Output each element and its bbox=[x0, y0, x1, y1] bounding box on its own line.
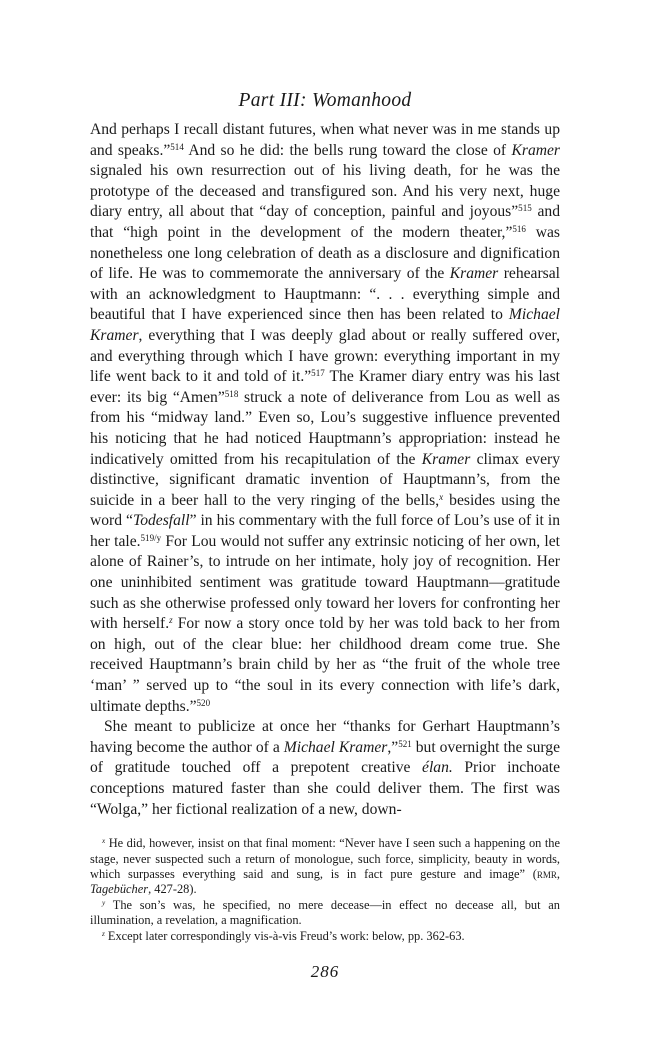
italic-text: Michael Kramer bbox=[90, 306, 560, 344]
text-run: rehearsal with an acknowledgment to Hauptmann: “. . . everything simple and beautiful that I have experienced since then has been related to bbox=[90, 265, 560, 324]
italic-text: Kramer bbox=[511, 141, 560, 159]
text-run: Except later correspondingly vis-à-vis Freud’s work: below, pp. 362-63. bbox=[104, 928, 465, 943]
note-reference: 516 bbox=[512, 224, 526, 234]
note-reference: z bbox=[102, 929, 105, 938]
text-run: and that “high point in the development of the modern theater,” bbox=[90, 203, 560, 241]
text-run: She meant to publicize at once her “thanks for Gerhart Hauptmann’s having become the author of a bbox=[90, 718, 560, 756]
text-run: For Lou would not suffer any extrinsic noticing of her own, let alone of Rainer’s, to intrude on her intimate, holy joy of recognition. Her one uninhibited sentiment was gratitude toward Hauptmann—gratitude such as she otherwise professed only toward her lovers for confronting her with herself. bbox=[90, 532, 560, 633]
footnotes bbox=[90, 836, 560, 944]
italic-text: Kramer bbox=[421, 450, 471, 468]
text-run: struck a note of deliverance from Lou as well as from his “midway land.” Even so, Lou’s suggestive influence prevented his noticing that he had noticed Hauptmann’s appropriation: instead he indicatively omitted from his recapitulation of the bbox=[90, 388, 560, 468]
text-run: The Kramer diary entry was his last ever: its big “Amen” bbox=[90, 368, 560, 406]
text-run: , everything that I was deeply glad about or really suffered over, and everything through which I have grown: everything important in my life went back to it and told of it.” bbox=[90, 326, 560, 386]
italic-text: Kramer bbox=[449, 265, 499, 283]
text-run: was nonetheless one long celebration of death as a disclosure and dignification of life. He was to commemorate the anniversary of the bbox=[90, 223, 560, 283]
italic-text: Michael Kramer bbox=[283, 738, 388, 756]
note-reference: 519/y bbox=[140, 532, 162, 543]
text-run: For now a story once told by her was told back to her from on high, out of the clear blue: her childhood dream come true. She received Hauptmann’s brain child by her as “the fruit of the whole tree ‘man’ ” served up to “the soul in its every connection with life’s dark, ultimate depths.” bbox=[90, 615, 560, 715]
small-caps-text: rmr bbox=[536, 867, 557, 881]
italic-text: élan. bbox=[422, 759, 453, 777]
footnote-x bbox=[90, 836, 560, 898]
text-run: besides using the word “ bbox=[90, 491, 560, 530]
note-reference: z bbox=[169, 615, 173, 626]
italic-text: Todesfall bbox=[132, 512, 190, 530]
note-reference: 521 bbox=[398, 738, 412, 749]
note-reference: x bbox=[102, 837, 106, 846]
note-reference: 518 bbox=[224, 388, 239, 399]
page-number: 286 bbox=[310, 962, 340, 982]
text-run: ,” bbox=[387, 738, 399, 756]
note-reference: 515 bbox=[518, 203, 532, 214]
body-paragraph-2 bbox=[90, 717, 560, 820]
text-run: climax every distinctive, significant dramatic invention of Hauptmann’s, from the suicide in a beer hall to the very ringing of the bells, bbox=[90, 450, 560, 509]
note-reference: 517 bbox=[311, 368, 325, 379]
running-head: Part III: Womanhood bbox=[238, 90, 412, 111]
note-reference: 514 bbox=[170, 141, 184, 152]
note-reference: 520 bbox=[196, 697, 211, 708]
text-run: Prior inchoate conceptions matured faster than she could deliver them. The first was “Wolga,” her fictional realization of a new, down- bbox=[90, 759, 560, 818]
note-reference: x bbox=[439, 491, 444, 502]
text-run: , bbox=[556, 867, 560, 881]
footnote-z bbox=[90, 929, 560, 944]
text-run: And perhaps I recall distant futures, when what never was in me stands up and speaks.” bbox=[90, 121, 560, 159]
text-run: but overnight the surge of gratitude touched off a prepotent creative bbox=[90, 738, 560, 777]
body-paragraph-1 bbox=[90, 120, 560, 717]
footnote-y bbox=[90, 898, 560, 929]
italic-text: Tagebücher bbox=[90, 882, 149, 897]
body-text bbox=[90, 120, 560, 820]
text-run: And so he did: the bells rung toward the close of bbox=[183, 141, 512, 159]
note-reference: y bbox=[102, 898, 106, 907]
text-run: signaled his own resurrection out of his living death, for he was the prototype of the deceased and transfigured son. And his very next, huge diary entry, all about that “day of conception, painful and joyous” bbox=[90, 162, 560, 221]
text-run: , 427-28). bbox=[148, 882, 197, 897]
text-run: The son’s was, he specified, no mere decease—in effect no decease all, but an illumination, a revelation, a magnification. bbox=[90, 897, 560, 928]
book-page bbox=[90, 88, 560, 982]
text-run: ” in his commentary with the full force of Lou’s use of it in her tale. bbox=[90, 512, 560, 550]
text-run: He did, however, insist on that final moment: “Never have I seen such a happening on the stage, never suspected such a return of monologue, such force, simplicity, beauty in words, which surpasses everything said and sung, is in fact pure gesture and image” ( bbox=[90, 836, 560, 881]
